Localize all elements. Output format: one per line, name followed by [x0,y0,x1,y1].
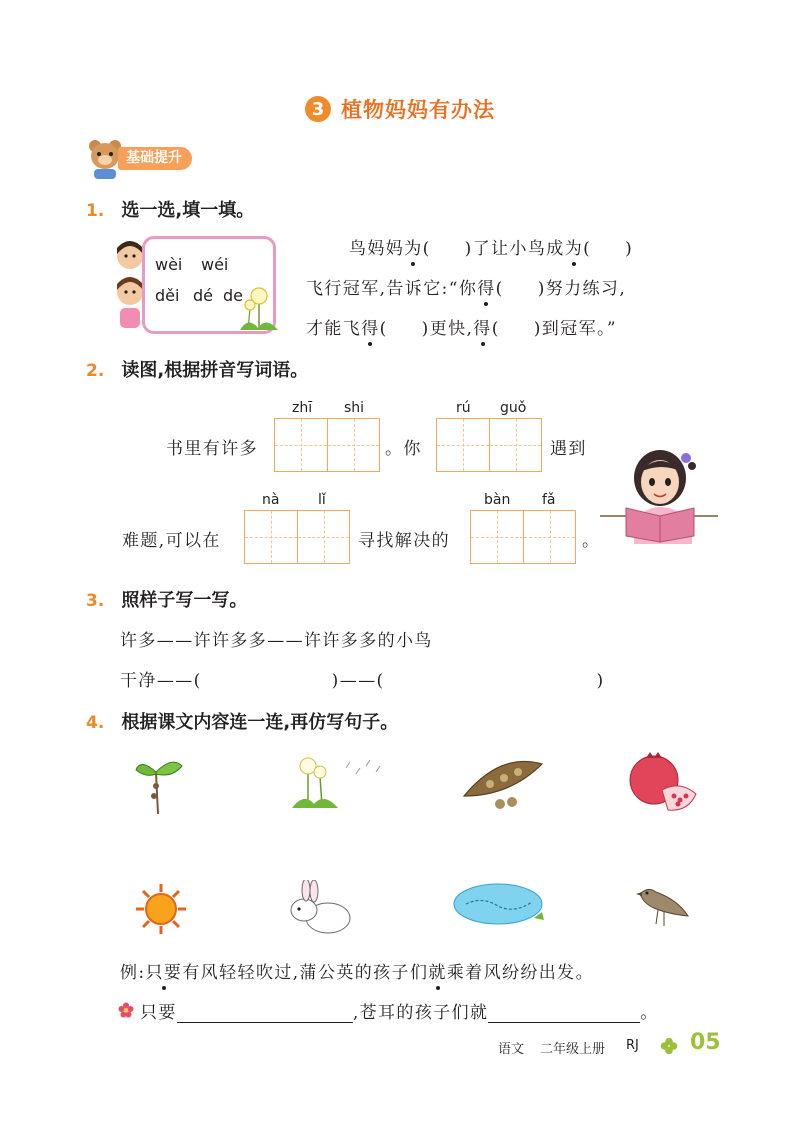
writing-grid[interactable] [244,510,350,564]
answer-blank[interactable] [488,1003,640,1023]
bird-icon[interactable] [632,876,692,932]
q4-number: 4. [86,713,105,733]
writing-grid[interactable] [436,418,542,472]
q1-prompt: 选一选,填一填。 [121,200,255,221]
writing-grid[interactable] [274,418,380,472]
pea-pod-icon[interactable] [460,756,546,812]
q1-line-2: 飞行冠军,告诉它:“你得( )努力练习, [306,274,626,299]
q2-text: 难题,可以在 [122,531,221,551]
pinyin-label: nà [262,492,280,508]
q2-text: 。 [582,531,601,551]
pinyin-label: bàn [484,492,511,508]
q2-text: 书里有许多 [166,439,258,459]
q2-text: 遇到 [550,439,587,459]
lesson-title-bar [0,92,800,126]
q1-number: 1. [86,201,105,221]
q3-heading [86,586,247,612]
q2-text: 寻找解决的 [358,531,450,551]
flower-bullet-icon [118,1002,134,1018]
q2-heading [86,356,308,382]
footer-subject: 语文 [498,1042,525,1057]
q4-heading [86,708,398,734]
pinyin-label: fǎ [542,492,556,508]
q3-example: 许多——许许多多——许许多多的小鸟 [120,631,433,651]
footer-edition: RJ [626,1038,639,1053]
water-icon[interactable] [452,880,548,928]
page-number: 05 [690,1030,721,1055]
section-badge: 基础提升 [118,147,192,170]
q3-prompt: 照样子写一写。 [121,590,248,611]
pinyin-option: wéi [201,255,229,274]
pomegranate-icon[interactable] [622,750,700,814]
q1-line-1: 鸟妈妈为( )了让小鸟成为( ) [349,234,633,259]
pinyin-option: wèi [155,255,183,274]
q3-fill-line: 干净——( )——( ) [120,671,605,691]
pinyin-label: lǐ [318,492,326,508]
q4-prompt: 根据课文内容连一连,再仿写句子。 [121,712,399,733]
footer-grade: 二年级上册 [540,1042,606,1057]
q2-number: 2. [86,361,105,381]
pinyin-label: zhī [292,400,313,416]
q1-line-3: 才能飞得( )更快,得( )到冠军。” [306,314,617,339]
dandelion-decoration-icon [236,284,282,332]
q4-fill-sentence: 只要 ,苍耳的孩子们就 。 [140,1003,659,1023]
pinyin-label: shi [344,400,365,416]
dandelion-icon[interactable] [286,752,386,810]
pinyin-option: děi [155,286,180,305]
answer-blank[interactable] [177,1003,353,1023]
clover-icon [660,1037,678,1055]
q3-number: 3. [86,591,105,611]
pinyin-label: guǒ [500,400,527,416]
lesson-title: 植物妈妈有办法 [341,98,495,122]
girl-reading-book-icon [600,436,718,546]
sun-icon[interactable] [134,882,188,936]
q2-text: 。你 [385,439,422,459]
pinyin-option: dé [193,286,213,305]
q2-prompt: 读图,根据拼音写词语。 [121,360,309,381]
lesson-number-badge: 3 [305,96,331,122]
q1-heading [86,196,254,222]
writing-grid[interactable] [470,510,576,564]
rabbit-icon[interactable] [286,880,356,936]
pinyin-label: rú [456,400,471,416]
maple-seed-icon[interactable] [132,752,186,816]
pinyin-option: de [223,286,243,305]
q4-example-sentence: 例:只要有风轻轻吹过,蒲公英的孩子们就乘着风纷纷出发。 [120,958,594,983]
